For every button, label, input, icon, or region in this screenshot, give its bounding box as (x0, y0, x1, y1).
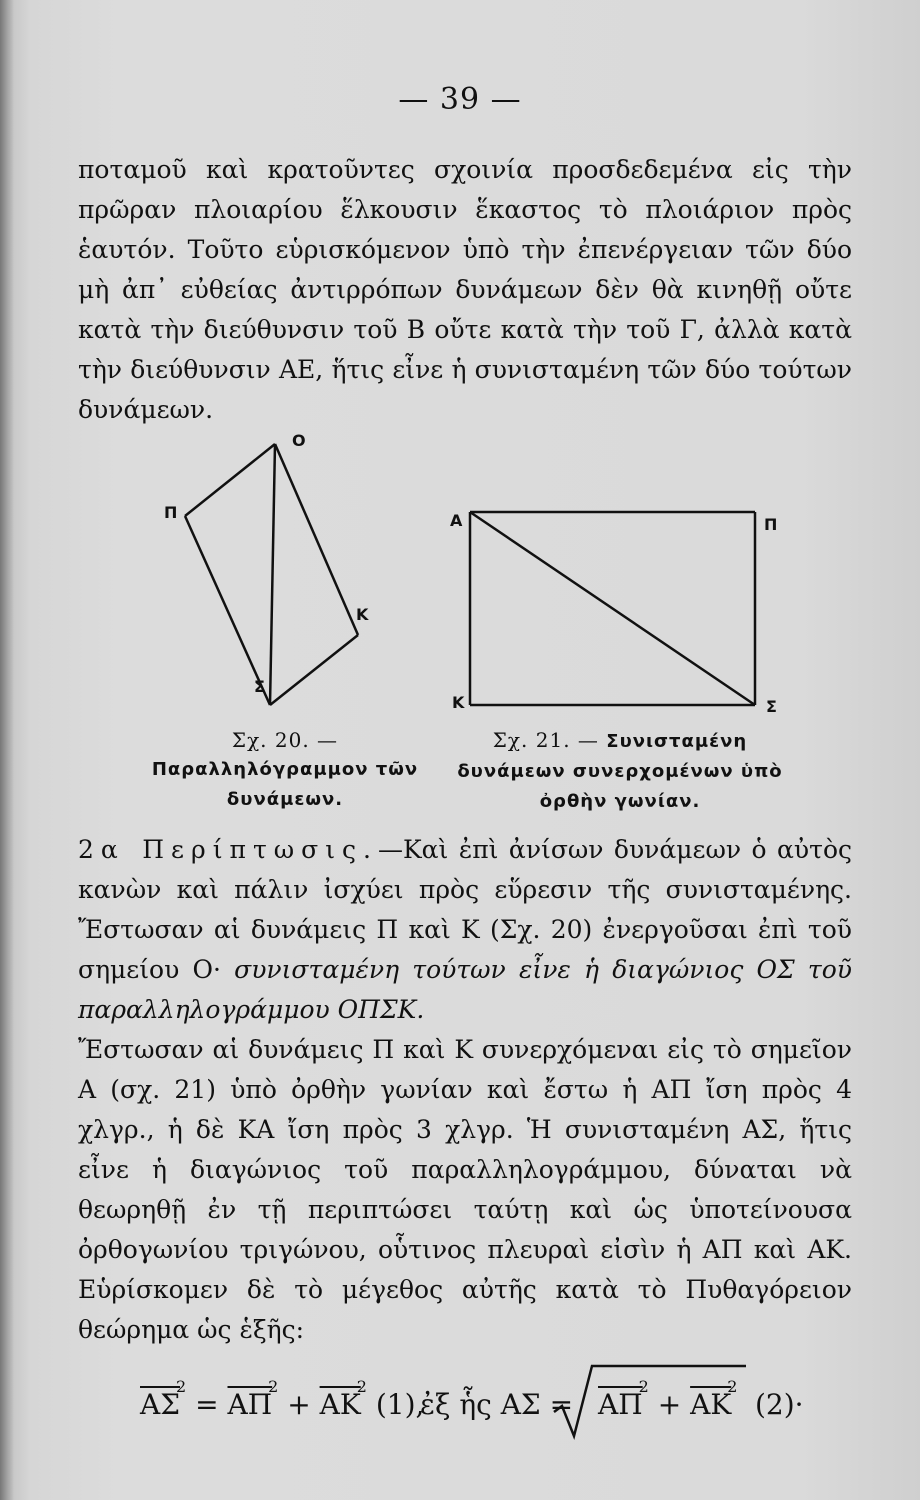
paragraph-1: ποταμοῦ καὶ κρατοῦντες σχοινία προσδεδεμένα εἰς τὴν πρῶραν πλοιαρίου ἕλκουσιν ἕκαστος τὸ πλοιάριον πρὸς ἑαυτόν. Τοῦτο εὑρισκόμενον ὑπὸ τὴν ἐπενέργειαν τῶν δύο μὴ ἀπ᾽ εὐθείας ἀντιρρόπων δυνάμεων δὲν θὰ κινηθῇ οὔτε κατὰ τὴν διεύθυνσιν τοῦ Β οὔτε κατὰ τὴν τοῦ Γ, ἀλλὰ κατὰ τὴν διεύθυνσιν ΑΕ, ἥτις εἶνε ἡ συνισταμένη τῶν δύο τούτων δυνάμεων. (78, 155, 852, 424)
label-S: Σ (766, 697, 777, 715)
formula-eq: = (195, 1388, 219, 1421)
caption-figure-21 (455, 726, 785, 816)
formula-tag-1: (1), (375, 1388, 425, 1421)
line-O-P (185, 444, 275, 516)
caption-21-prefix: Σχ. 21. — (492, 728, 599, 752)
formula-term2: $\overline{AK}$ (690, 1388, 732, 1421)
label-S: Σ (254, 677, 265, 696)
paragraph-2 (78, 830, 852, 1030)
label-K: Κ (356, 605, 369, 624)
caption-figure-20 (120, 726, 450, 814)
formula-plus: + (657, 1388, 682, 1421)
formula-exp: 2 (268, 1377, 279, 1396)
caption-20-prefix: Σχ. 20. — (231, 728, 339, 752)
pythagorean-formula (140, 1360, 840, 1440)
case-label: 2α Περίπτωσις. (78, 835, 378, 864)
formula-term2: $\overline{AK}$ (319, 1388, 361, 1421)
formula-exp: 2 (638, 1377, 649, 1396)
page-number: — 39 — (398, 82, 522, 117)
diagonal-A-S (470, 512, 755, 705)
caption-20-title: Παραλληλόγραμμον τῶν δυνάμεων. (151, 759, 419, 810)
formula-term1: $\overline{A\Pi}$ (598, 1388, 643, 1421)
paragraph-2-text: —Καὶ ἐπὶ ἀνίσων δυνάμεων ὁ αὐτὸς κανὼν καὶ πάλιν ἰσχύει πρὸς εὕρεσιν τῆς συνισταμένης. Ἔστωσαν αἱ δυνάμεις Π καὶ Κ (Σχ. 20) ἐνεργοῦσαι ἐπὶ τοῦ σημείου Ο· (78, 835, 853, 984)
formula-plus: + (287, 1388, 311, 1421)
diagonal-O-S (270, 444, 275, 705)
label-A: Α (450, 511, 463, 530)
label-P: Π (764, 515, 778, 534)
caption-21-title: Συνισταμένη δυνάμεων συνερχομένων ὑπὸ ὀρθὴν γωνίαν. (457, 731, 783, 812)
paragraph-3: Ἔστωσαν αἱ δυνάμεις Π καὶ Κ συνερχόμεναι εἰς τὸ σημεῖον Α (σχ. 21) ὑπὸ ὀρθὴν γωνίαν καὶ ἔστω ἡ ΑΠ ἴση πρὸς 4 χλγρ., ἡ δὲ ΚΑ ἴση πρὸς 3 χλγρ. Ἡ συνισταμένη ΑΣ, ἥτις εἶνε ἡ διαγώνιος τοῦ παραλληλογράμμου, δύναται νὰ θεωρηθῇ ἐν τῇ περιπτώσει ταύτῃ καὶ ὡς ὑποτείνουσα ὀρθογωνίου τριγώνου, οὗτινος πλευραὶ εἰσὶν ἡ ΑΠ καὶ ΑΚ. Εὑρίσκομεν δὲ τὸ μέγεθος αὐτῆς κατὰ τὸ Πυθαγόρειον θεώρημα ὡς ἑξῆς: (78, 1035, 852, 1344)
formula-equation-1 (140, 1377, 425, 1421)
formula-exp: 2 (356, 1377, 367, 1396)
figure-21 (440, 500, 800, 715)
formula-term1: $\overline{A\Pi}$ (227, 1388, 273, 1421)
label-K: Κ (452, 693, 465, 712)
figure-20 (150, 430, 410, 720)
formula-tag-2: (2)· (755, 1388, 804, 1421)
formula-exp: 2 (727, 1377, 738, 1396)
paragraph-2-italic: συνισταμένη τούτων εἶνε ἡ διαγώνιος ΟΣ τοῦ παραλληλογράμμου ΟΠΣΚ. (78, 955, 852, 1024)
label-P: Π (164, 503, 178, 522)
label-O: O (292, 431, 306, 450)
formula-exp: 2 (176, 1377, 187, 1396)
line-O-K (275, 444, 358, 635)
formula-radicand (598, 1377, 738, 1421)
formula-middle: ἐξ ἧς ΑΣ = (420, 1388, 574, 1421)
line-K-S (270, 635, 358, 705)
page-edge (0, 0, 14, 1500)
formula-lhs-term: $\overline{A\Sigma}$ (140, 1388, 181, 1421)
